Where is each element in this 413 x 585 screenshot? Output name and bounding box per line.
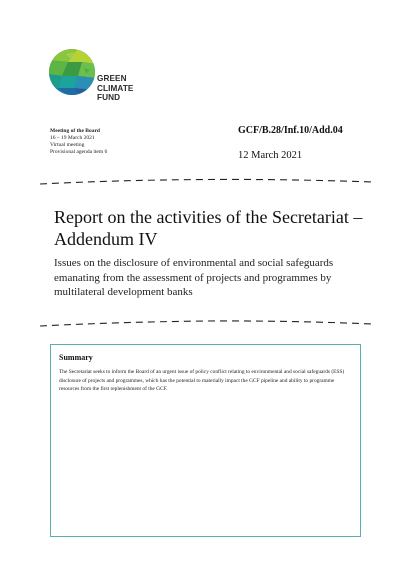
page-title: Report on the activities of the Secretariat – Addendum IV [54, 207, 363, 249]
gcf-logo [48, 48, 148, 104]
meeting-info [50, 128, 200, 156]
document-date: 12 March 2021 [238, 150, 303, 161]
logo-line-1: GREEN [97, 74, 127, 83]
meeting-dates: 16 – 19 March 2021 [50, 134, 95, 141]
logo-line-3: FUND [97, 93, 121, 103]
top-divider [40, 178, 372, 186]
summary-box [50, 344, 361, 537]
logo-wordmark [97, 74, 133, 103]
summary-heading: Summary [59, 353, 93, 362]
meeting-agenda: Provisional agenda item 6 [50, 148, 108, 155]
document-code: GCF/B.28/Inf.10/Add.04 [238, 125, 343, 136]
meeting-title: Meeting of the Board [50, 128, 100, 134]
meeting-venue: Virtual meeting [50, 141, 85, 148]
logo-line-2: CLIMATE [97, 83, 134, 93]
bottom-divider [40, 319, 372, 327]
page-subtitle: Issues on the disclosure of environmental and social safeguards emanating from the assessment of projects and programmes by multilateral development banks [54, 257, 334, 298]
summary-text: The Secretariat seeks to inform the Board of an urgent issue of policy conflict relating to environmental and social safeguards (ESS) disclosure of projects and programmes, which has the potential to materially impact the GCF pipeline and ability to programme resources from the first replenishment of the GCF. [59, 369, 345, 393]
gcf-globe-icon [48, 48, 96, 96]
